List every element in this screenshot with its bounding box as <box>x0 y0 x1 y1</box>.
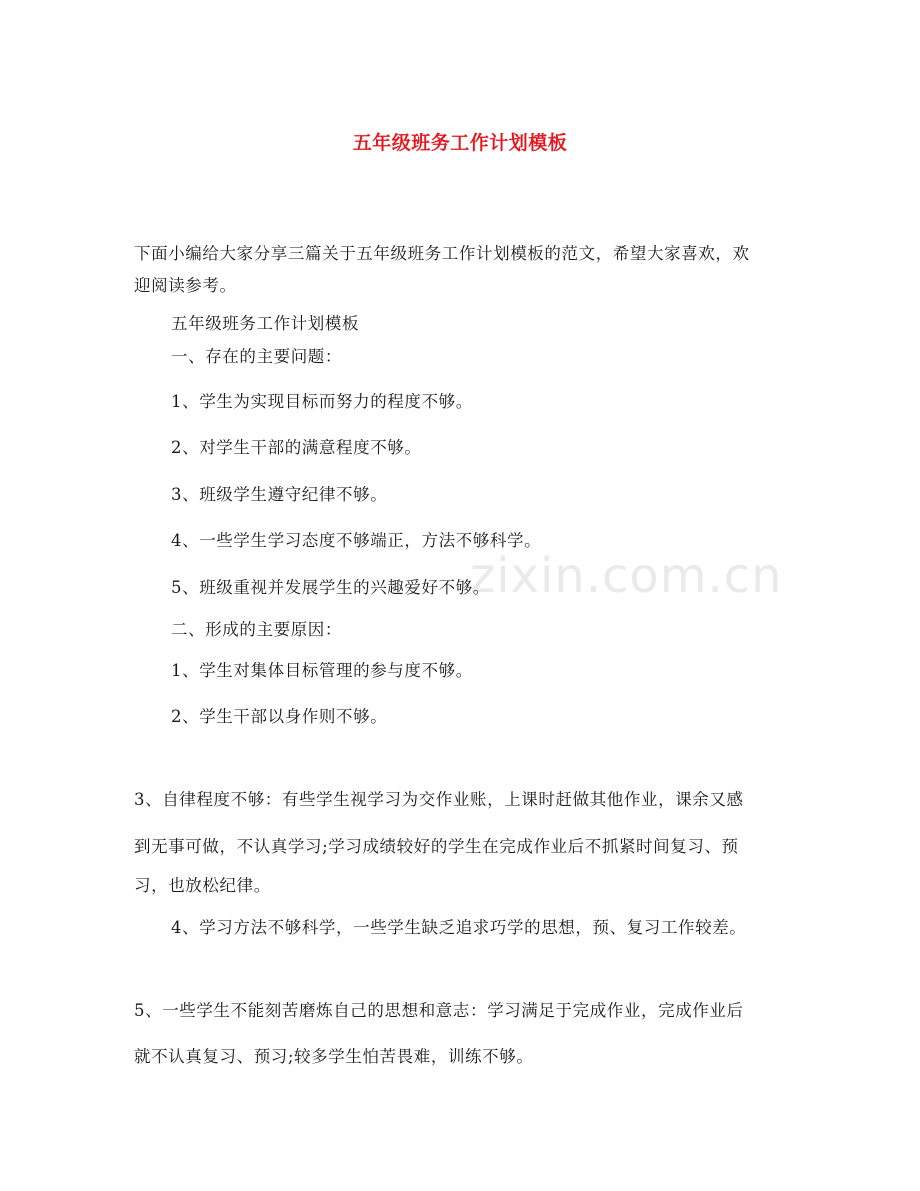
problem-item-4: 4、一些学生学习态度不够端正，方法不够科学。 <box>171 531 542 550</box>
problem-item-1: 1、学生为实现目标而努力的程度不够。 <box>171 392 473 411</box>
cause-item-3-line-3: 习，也放松纪律。 <box>134 876 271 895</box>
intro-line-1: 下面小编给大家分享三篇关于五年级班务工作计划模板的范文，希望大家喜欢，欢 <box>134 244 750 263</box>
subheading-causes: 二、形成的主要原因： <box>171 620 342 639</box>
cause-item-3-line-2: 到无事可做，不认真学习;学习成绩较好的学生在完成作业后不抓紧时间复习、预 <box>134 837 739 856</box>
problem-item-5: 5、班级重视并发展学生的兴趣爱好不够。 <box>171 578 490 597</box>
cause-item-2: 2、学生干部以身作则不够。 <box>171 707 388 726</box>
problem-item-3: 3、班级学生遵守纪律不够。 <box>171 485 388 504</box>
section-heading: 五年级班务工作计划模板 <box>171 314 360 333</box>
intro-line-2: 迎阅读参考。 <box>134 276 237 295</box>
cause-item-3-line-1: 3、自律程度不够：有些学生视学习为交作业账，上课时赶做其他作业，课余又感 <box>134 790 744 809</box>
watermark: zixin.com.cn <box>470 548 783 604</box>
problem-item-2: 2、对学生干部的满意程度不够。 <box>171 438 422 457</box>
subheading-problems: 一、存在的主要问题： <box>171 347 342 366</box>
cause-item-5-line-2: 就不认真复习、预习;较多学生怕苦畏难，训练不够。 <box>134 1047 534 1066</box>
cause-item-1: 1、学生对集体目标管理的参与度不够。 <box>171 661 473 680</box>
cause-item-5-line-1: 5、一些学生不能刻苦磨炼自己的思想和意志：学习满足于完成作业，完成作业后 <box>134 1001 744 1020</box>
document-title: 五年级班务工作计划模板 <box>352 132 568 154</box>
cause-item-4: 4、学习方法不够科学，一些学生缺乏追求巧学的思想，预、复习工作较差。 <box>171 918 747 937</box>
